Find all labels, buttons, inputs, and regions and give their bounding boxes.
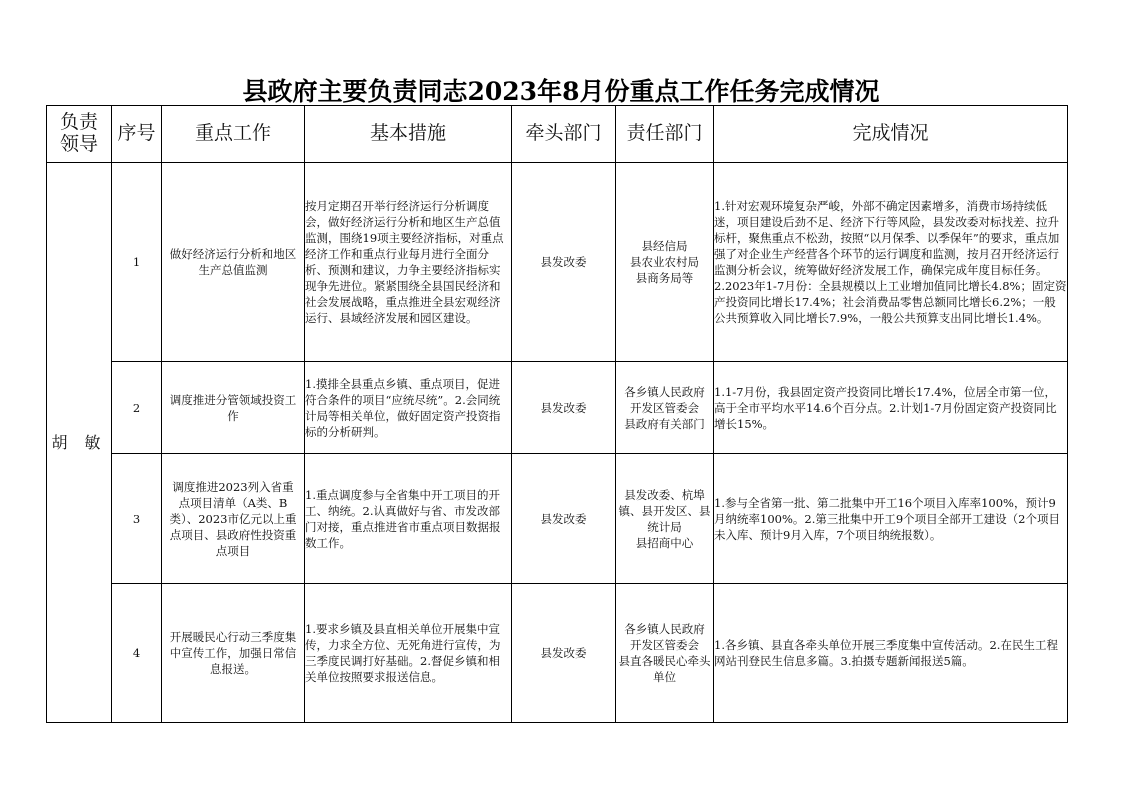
header-work: 重点工作	[162, 106, 305, 163]
status-cell: 1.参与全省第一批、第二批集中开工16个项目入库率100%，预计9月纳统率100%。2.第三批集中开工9个项目全部开工建设（2个项目未入库、预计9月入库，7个项目纳统报数）。	[714, 454, 1068, 584]
header-lead-dept: 牵头部门	[512, 106, 616, 163]
header-status: 完成情况	[714, 106, 1068, 163]
header-resp-dept: 责任部门	[616, 106, 714, 163]
work-cell: 调度推进2023列入省重点项目清单（A类、B类）、2023市亿元以上重点项目、县政府性投资重点项目	[162, 454, 305, 584]
table-row	[47, 163, 1068, 362]
leader-cell: 胡 敏	[47, 163, 112, 723]
seq-cell: 1	[112, 163, 162, 362]
lead-dept-cell: 县发改委	[512, 362, 616, 454]
lead-dept-cell: 县发改委	[512, 163, 616, 362]
measures-cell: 1.要求乡镇及县直相关单位开展集中宣传，力求全方位、无死角进行宣传，为三季度民调打好基础。2.督促乡镇和相关单位按照要求报送信息。	[305, 584, 512, 723]
seq-cell: 4	[112, 584, 162, 723]
header-row	[47, 106, 1068, 163]
work-cell: 做好经济运行分析和地区生产总值监测	[162, 163, 305, 362]
header-seq: 序号	[112, 106, 162, 163]
resp-dept-cell: 县经信局 县农业农村局 县商务局等	[616, 163, 714, 362]
status-cell: 1.针对宏观环境复杂严峻，外部不确定因素增多，消费市场持续低迷，项目建设后劲不足、经济下行等风险，县发改委对标找差、拉升标杆，聚焦重点不松劲，按照“以月保季、以季保年”的要求，重点加强了对企业生产经营各个环节的运行调度和监测，按月召开经济运行监测分析会议，统筹做好经济发展工作，确保完成年度目标任务。2.2023年1-7月份：全县规模以上工业增加值同比增长4.8%；固定资产投资同比增长17.4%；社会消费品零售总额同比增长6.2%；一般公共预算收入同比增长7.9%，一般公共预算支出同比增长1.4%。	[714, 163, 1068, 362]
lead-dept-cell: 县发改委	[512, 584, 616, 723]
status-cell: 1.各乡镇、县直各牵头单位开展三季度集中宣传活动。2.在民生工程网站刊登民生信息多篇。3.拍摄专题新闻报送5篇。	[714, 584, 1068, 723]
work-cell: 开展暖民心行动三季度集中宣传工作，加强日常信息报送。	[162, 584, 305, 723]
resp-dept-cell: 各乡镇人民政府 开发区管委会 县政府有关部门	[616, 362, 714, 454]
measures-cell: 1.重点调度参与全省集中开工项目的开工、纳统。2.认真做好与省、市发改部门对接，重点推进省市重点项目数据报数工作。	[305, 454, 512, 584]
task-table	[46, 105, 1068, 723]
work-cell: 调度推进分管领域投资工作	[162, 362, 305, 454]
seq-cell: 3	[112, 454, 162, 584]
table-row	[47, 454, 1068, 584]
page-title: 县政府主要负责同志2023年8月份重点工作任务完成情况	[242, 77, 880, 106]
header-leader-line2: 领导	[59, 133, 98, 155]
table-row	[47, 584, 1068, 723]
table-row	[47, 362, 1068, 454]
seq-cell: 2	[112, 362, 162, 454]
header-leader	[47, 106, 112, 163]
header-measures: 基本措施	[305, 106, 512, 163]
status-cell: 1.1-7月份，我县固定资产投资同比增长17.4%，位居全市第一位，高于全市平均水平14.6个百分点。2.计划1-7月份固定资产投资同比增长15%。	[714, 362, 1068, 454]
resp-dept-cell: 各乡镇人民政府 开发区管委会 县直各暖民心牵头单位	[616, 584, 714, 723]
resp-dept-cell: 县发改委、杭埠镇、县开发区、县统计局 县招商中心	[616, 454, 714, 584]
lead-dept-cell: 县发改委	[512, 454, 616, 584]
measures-cell: 按月定期召开举行经济运行分析调度会，做好经济运行分析和地区生产总值监测，围绕19项主要经济指标，对重点经济工作和重点行业每月进行全面分析、预测和建议，力争主要经济指标实现争先进位。紧紧围绕全县国民经济和社会发展战略，重点推进全县宏观经济运行、县域经济发展和园区建设。	[305, 163, 512, 362]
header-leader-line1: 负责	[59, 111, 98, 134]
measures-cell: 1.摸排全县重点乡镇、重点项目，促进符合条件的项目“应统尽统”。2.会同统计局等相关单位，做好固定资产投资指标的分析研判。	[305, 362, 512, 454]
